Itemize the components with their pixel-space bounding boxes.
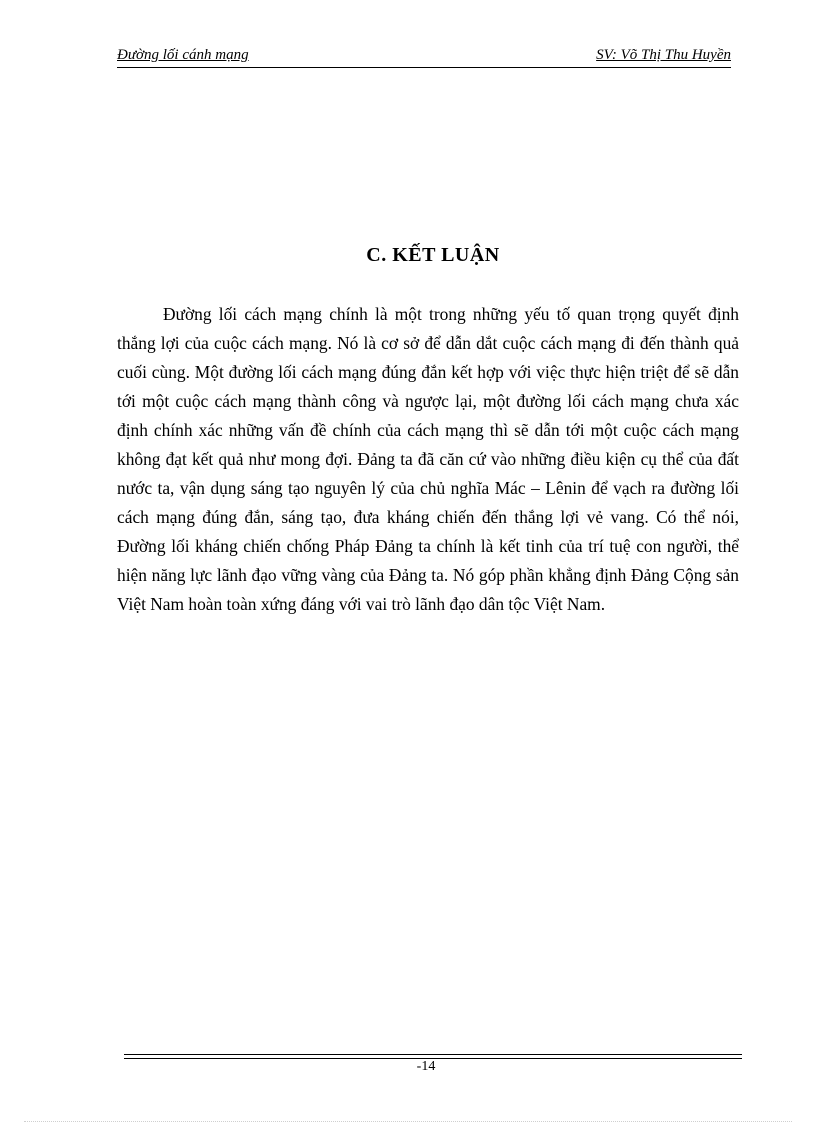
header-divider: [117, 67, 731, 68]
header-course-title: Đường lối cánh mạng: [117, 47, 249, 63]
footer-divider-top: [124, 1054, 742, 1055]
section-title: C. KẾT LUẬN: [366, 244, 500, 266]
page-number: -14: [416, 1059, 436, 1074]
conclusion-paragraph: Đường lối cách mạng chính là một trong những yếu tố quan trọng quyết định thắng lợi của cuộc cách mạng. Nó là cơ sở để dẫn dắt cuộc cách mạng đi đến thành quả cuối cùng. Một đường lối cách mạng đúng đắn kết hợp với việc thực hiện triệt để sẽ dẫn tới một cuộc cách mạng thành công và ngược lại, một đường lối cách mạng chưa xác định chính xác những vấn đề chính của cách mạng thì sẽ dẫn tới một cuộc cách mạng không đạt kết quả như mong đợi. Đảng ta đã căn cứ vào những điều kiện cụ thể của đất nước ta, vận dụng sáng tạo nguyên lý của chủ nghĩa Mác – Lênin để vạch ra đường lối cách mạng đúng đắn, sáng tạo, đưa kháng chiến đến thắng lợi vẻ vang. Có thể nói, Đường lối kháng chiến chống Pháp Đảng ta chính là kết tinh của trí tuệ con người, thể hiện năng lực lãnh đạo vững vàng của Đảng ta. Nó góp phần khẳng định Đảng Cộng sản Việt Nam hoàn toàn xứng đáng với vai trò lãnh đạo dân tộc Việt Nam.: [117, 304, 739, 614]
page-edge-divider: [24, 1121, 792, 1122]
header-student-name: SV: Võ Thị Thu Huyền: [596, 47, 731, 63]
page-header: [117, 47, 731, 69]
